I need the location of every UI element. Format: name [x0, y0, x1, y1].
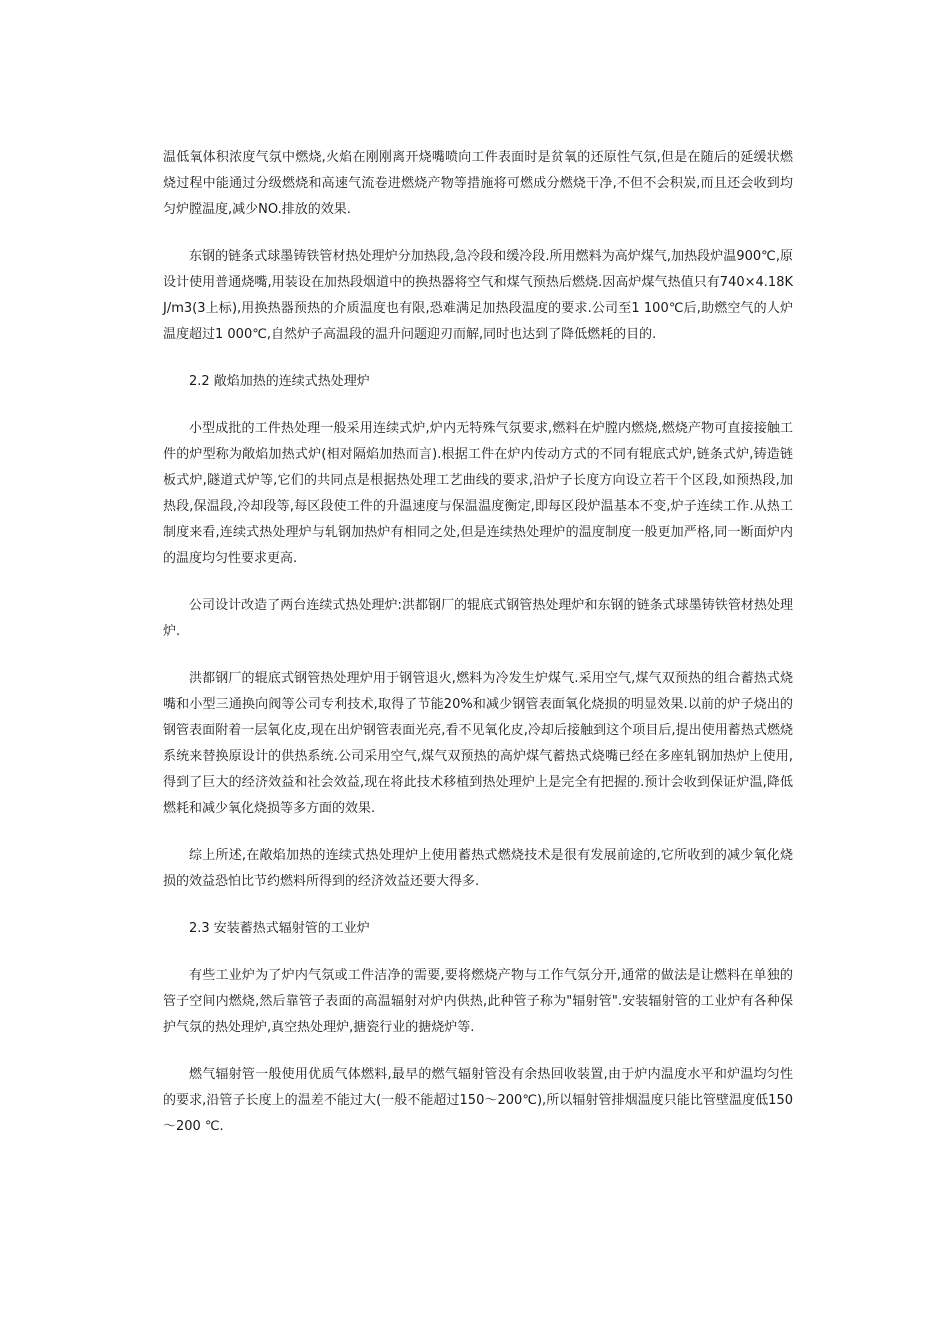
paragraph-gap — [163, 942, 793, 963]
paragraph-3: 小型成批的工件热处理一般采用连续式炉,炉内无特殊气氛要求,燃料在炉膛内燃烧,燃烧产物可直接接触工件的炉型称为敞焰加热式炉(相对隔焰加热而言).根据工件在炉内传动方式的不同有辊底式炉,链条式炉,铸造链板式炉,隧道式炉等,它们的共同点是根据热处理工艺曲线的要求,沿炉子长度方向设立若干个区段,如预热段,加热段,保温段,冷却段等,每区段使工件的升温速度与保温温度衡定,即每区段炉温基本不变,炉子连续工作.从热工制度来看,连续式热处理炉与轧钢加热炉有相同之处,但是连续热处理炉的温度制度一般更加严格,同一断面炉内的温度均匀性要求更高. — [163, 421, 793, 566]
paragraph-gap — [163, 395, 793, 416]
paragraph-gap — [163, 822, 793, 843]
section-heading-2-2: 2.2 敞焰加热的连续式热处理炉 — [189, 374, 370, 389]
paragraph-1: 温低氧体积浓度气氛中燃烧,火焰在刚刚离开烧嘴喷向工件表面时是贫氧的还原性气氛,但是在随后的延缓状燃烧过程中能通过分级燃烧和高速气流卷进燃烧产物等措施将可燃成分燃烧干净,不但不会积炭,而且还会收到均匀炉膛温度,减少NO.排放的效果. — [163, 150, 793, 217]
paragraph-8: 燃气辐射管一般使用优质气体燃料,最早的燃气辐射管没有余热回收装置,由于炉内温度水平和炉温均匀性的要求,沿管子长度上的温差不能过大(一般不能超过150～200℃),所以辐射管排烟温度只能比管壁温度低150～200 ℃. — [163, 1067, 793, 1134]
paragraph-gap — [163, 223, 793, 244]
paragraph-4: 公司设计改造了两台连续式热处理炉:洪都钢厂的辊底式钢管热处理炉和东钢的链条式球墨铸铁管材热处理炉. — [163, 598, 793, 639]
paragraph-gap — [163, 645, 793, 666]
paragraph-gap — [163, 895, 793, 916]
section-heading-2-3: 2.3 安装蓄热式辐射管的工业炉 — [189, 921, 370, 936]
paragraph-7: 有些工业炉为了炉内气氛或工件洁净的需要,要将燃烧产物与工作气氛分开,通常的做法是让燃料在单独的管子空间内燃烧,然后靠管子表面的高温辐射对炉内供热,此种管子称为"辐射管".安装辐射管的工业炉有各种保护气氛的热处理炉,真空热处理炉,搪瓷行业的搪烧炉等. — [163, 968, 793, 1035]
paragraph-gap — [163, 1041, 793, 1062]
paragraph-gap — [163, 348, 793, 369]
paragraph-5: 洪都钢厂的辊底式钢管热处理炉用于钢管退火,燃料为冷发生炉煤气.采用空气,煤气双预热的组合蓄热式烧嘴和小型三通换向阀等公司专利技术,取得了节能20%和减少钢管表面氧化烧损的明显效果.以前的炉子烧出的钢管表面附着一层氧化皮,现在出炉钢管表面光亮,看不见氧化皮,冷却后接触到这个项目后,提出使用蓄热式燃烧系统来替换原设计的供热系统.公司采用空气,煤气双预热的高炉煤气蓄热式烧嘴已经在多座轧钢加热炉上使用,得到了巨大的经济效益和社会效益,现在将此技术移植到热处理炉上是完全有把握的.预计会收到保证炉温,降低燃耗和减少氧化烧损等多方面的效果. — [163, 671, 793, 816]
paragraph-6: 综上所述,在敞焰加热的连续式热处理炉上使用蓄热式燃烧技术是很有发展前途的,它所收到的减少氧化烧损的效益恐怕比节约燃料所得到的经济效益还要大得多. — [163, 848, 793, 889]
document-body — [163, 145, 793, 1140]
paragraph-gap — [163, 572, 793, 593]
paragraph-2: 东钢的链条式球墨铸铁管材热处理炉分加热段,急冷段和缓冷段.所用燃料为高炉煤气,加热段炉温900℃,原设计使用普通烧嘴,用装设在加热段烟道中的换热器将空气和煤气预热后燃烧.因高炉煤气热值只有740×4.18KJ/m3(3上标),用换热器预热的介质温度也有限,恐难满足加热段温度的要求.公司至1 100℃后,助燃空气的人炉温度超过1 000℃,自然炉子高温段的温升问题迎刃而解,同时也达到了降低燃耗的目的. — [163, 249, 793, 342]
